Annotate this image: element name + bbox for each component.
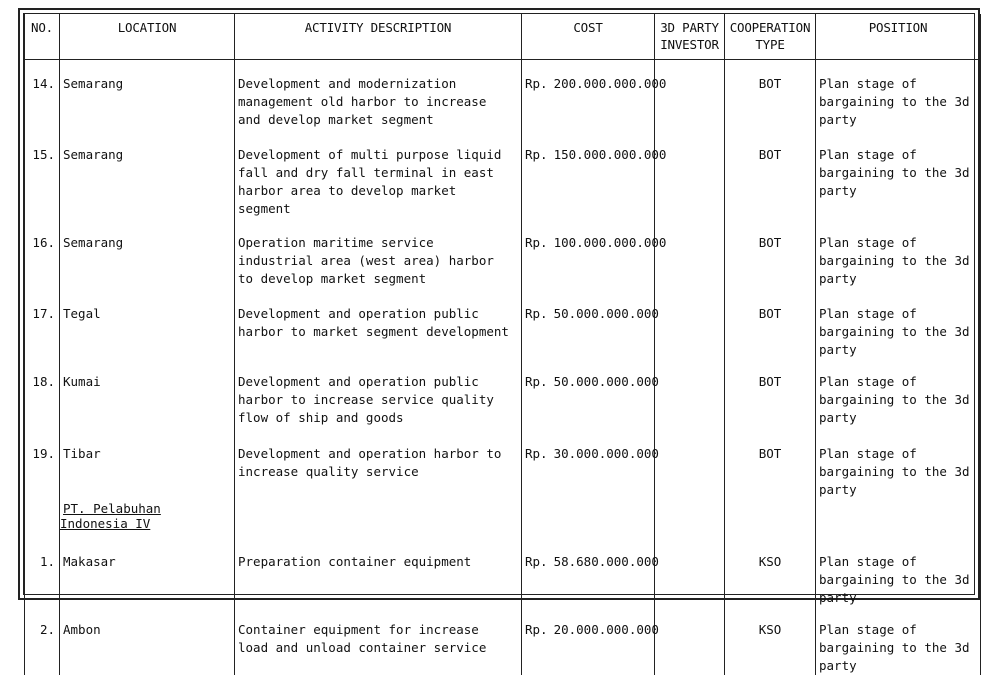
project-table — [24, 14, 981, 675]
currency-label: Rp. — [525, 75, 548, 91]
currency-label: Rp. — [525, 235, 548, 250]
position-cell: Plan stage of bargaining to the 3d party — [816, 218, 981, 291]
coop-type-cell: BOT — [725, 130, 816, 218]
cost-cell — [522, 607, 659, 675]
coop-type-cell: KSO — [725, 539, 816, 607]
cost-cell — [522, 218, 667, 291]
header-row — [25, 14, 981, 59]
header-position: POSITION — [816, 14, 981, 59]
cost-cell — [522, 130, 667, 218]
header-investor-line1: 3D PARTY — [660, 20, 719, 35]
no-cell: 16. — [25, 218, 60, 291]
investor-cell — [655, 359, 725, 431]
location-cell: Tibar — [60, 431, 235, 499]
header-coop — [725, 14, 816, 59]
location-cell: Makasar — [60, 539, 235, 607]
position-cell: Plan stage of bargaining to the 3d party — [816, 59, 981, 130]
cost-cell — [522, 59, 667, 130]
header-location: LOCATION — [60, 14, 235, 59]
amount-value: 30.000.000.000 — [553, 446, 659, 461]
currency-label: Rp. — [525, 147, 548, 162]
currency-label: Rp. — [525, 622, 548, 637]
table-row — [25, 130, 981, 218]
investor-cell — [655, 59, 725, 130]
investor-cell — [655, 607, 725, 675]
header-coop-line2: TYPE — [755, 37, 785, 52]
activity-cell: Preparation container equipment — [235, 539, 522, 607]
position-cell: Plan stage of bargaining to the 3d party — [816, 607, 981, 675]
no-cell: 19. — [25, 431, 60, 499]
investor-cell — [655, 291, 725, 359]
no-cell: 15. — [25, 130, 60, 218]
empty-cell — [522, 499, 655, 539]
header-coop-line1: COOPERATION — [729, 20, 811, 35]
currency-label: Rp. — [525, 374, 548, 389]
location-cell: Semarang — [60, 130, 235, 218]
position-cell: Plan stage of bargaining to the 3d party — [816, 291, 981, 359]
amount-value: 20.000.000.000 — [553, 622, 659, 637]
investor-cell — [655, 130, 725, 218]
location-cell: Kumai — [60, 359, 235, 431]
header-no: NO. — [25, 14, 60, 59]
amount-value: 150.000.000.000 — [553, 147, 667, 162]
coop-type-cell: BOT — [725, 359, 816, 431]
activity-cell: Development and operation harbor to increase quality service — [235, 431, 522, 499]
header-investor — [655, 14, 725, 59]
header-investor-line2: INVESTOR — [660, 37, 719, 52]
investor-cell — [655, 218, 725, 291]
amount-value: 50.000.000.000 — [553, 374, 659, 389]
table-row — [25, 218, 981, 291]
document-sheet — [18, 8, 980, 673]
section-row — [25, 499, 981, 539]
no-cell: 1. — [25, 539, 60, 607]
empty-cell — [25, 499, 60, 539]
currency-label: Rp. — [525, 554, 548, 569]
coop-type-cell: KSO — [725, 607, 816, 675]
empty-cell — [235, 499, 522, 539]
section-cell — [60, 499, 235, 539]
amount-value: 50.000.000.000 — [553, 306, 659, 321]
activity-cell: Operation maritime service industrial area (west area) harbor to develop market segment — [235, 218, 522, 291]
position-cell: Plan stage of bargaining to the 3d party — [816, 130, 981, 218]
table-row — [25, 359, 981, 431]
position-cell: Plan stage of bargaining to the 3d party — [816, 359, 981, 431]
no-cell: 18. — [25, 359, 60, 431]
position-cell: Plan stage of bargaining to the 3d party — [816, 431, 981, 499]
table-row — [25, 59, 981, 130]
cost-cell — [522, 291, 659, 359]
investor-cell — [655, 539, 725, 607]
table-frame — [23, 13, 975, 673]
empty-cell — [816, 499, 981, 539]
table-row — [25, 431, 981, 499]
amount-value: 100.000.000.000 — [553, 235, 667, 250]
no-cell: 14. — [25, 59, 60, 130]
no-cell: 17. — [25, 291, 60, 359]
location-cell: Semarang — [60, 59, 235, 130]
table-row — [25, 539, 981, 607]
amount-value: 200.000.000.000 — [553, 75, 667, 91]
empty-cell — [725, 499, 816, 539]
investor-cell — [655, 431, 725, 499]
no-cell: 2. — [25, 607, 60, 675]
location-cell: Tegal — [60, 291, 235, 359]
activity-cell: Container equipment for increase load and unload container service — [235, 607, 522, 675]
coop-type-cell: BOT — [725, 59, 816, 130]
empty-cell — [655, 499, 725, 539]
activity-cell: Development of multi purpose liquid fall and dry fall terminal in east harbor area to develop market segment — [235, 130, 522, 218]
location-cell: Ambon — [60, 607, 235, 675]
cost-cell — [522, 359, 659, 431]
coop-type-cell: BOT — [725, 431, 816, 499]
cost-cell — [522, 539, 659, 607]
position-cell: Plan stage of bargaining to the 3d party — [816, 539, 981, 607]
header-cost: COST — [522, 14, 655, 59]
table-row — [25, 291, 981, 359]
currency-label: Rp. — [525, 446, 548, 461]
section-label: PT. Pelabuhan Indonesia IV — [60, 501, 161, 531]
activity-cell: Development and operation public harbor to market segment development — [235, 291, 522, 359]
coop-type-cell: BOT — [725, 291, 816, 359]
amount-value: 58.680.000.000 — [553, 554, 659, 569]
currency-label: Rp. — [525, 306, 548, 321]
header-activity: ACTIVITY DESCRIPTION — [235, 14, 522, 59]
table-row — [25, 607, 981, 675]
activity-cell: Development and modernization management old harbor to increase and develop market segment — [235, 59, 522, 130]
location-cell: Semarang — [60, 218, 235, 291]
cost-cell — [522, 431, 659, 499]
activity-cell: Development and operation public harbor to increase service quality flow of ship and goods — [235, 359, 522, 431]
coop-type-cell: BOT — [725, 218, 816, 291]
